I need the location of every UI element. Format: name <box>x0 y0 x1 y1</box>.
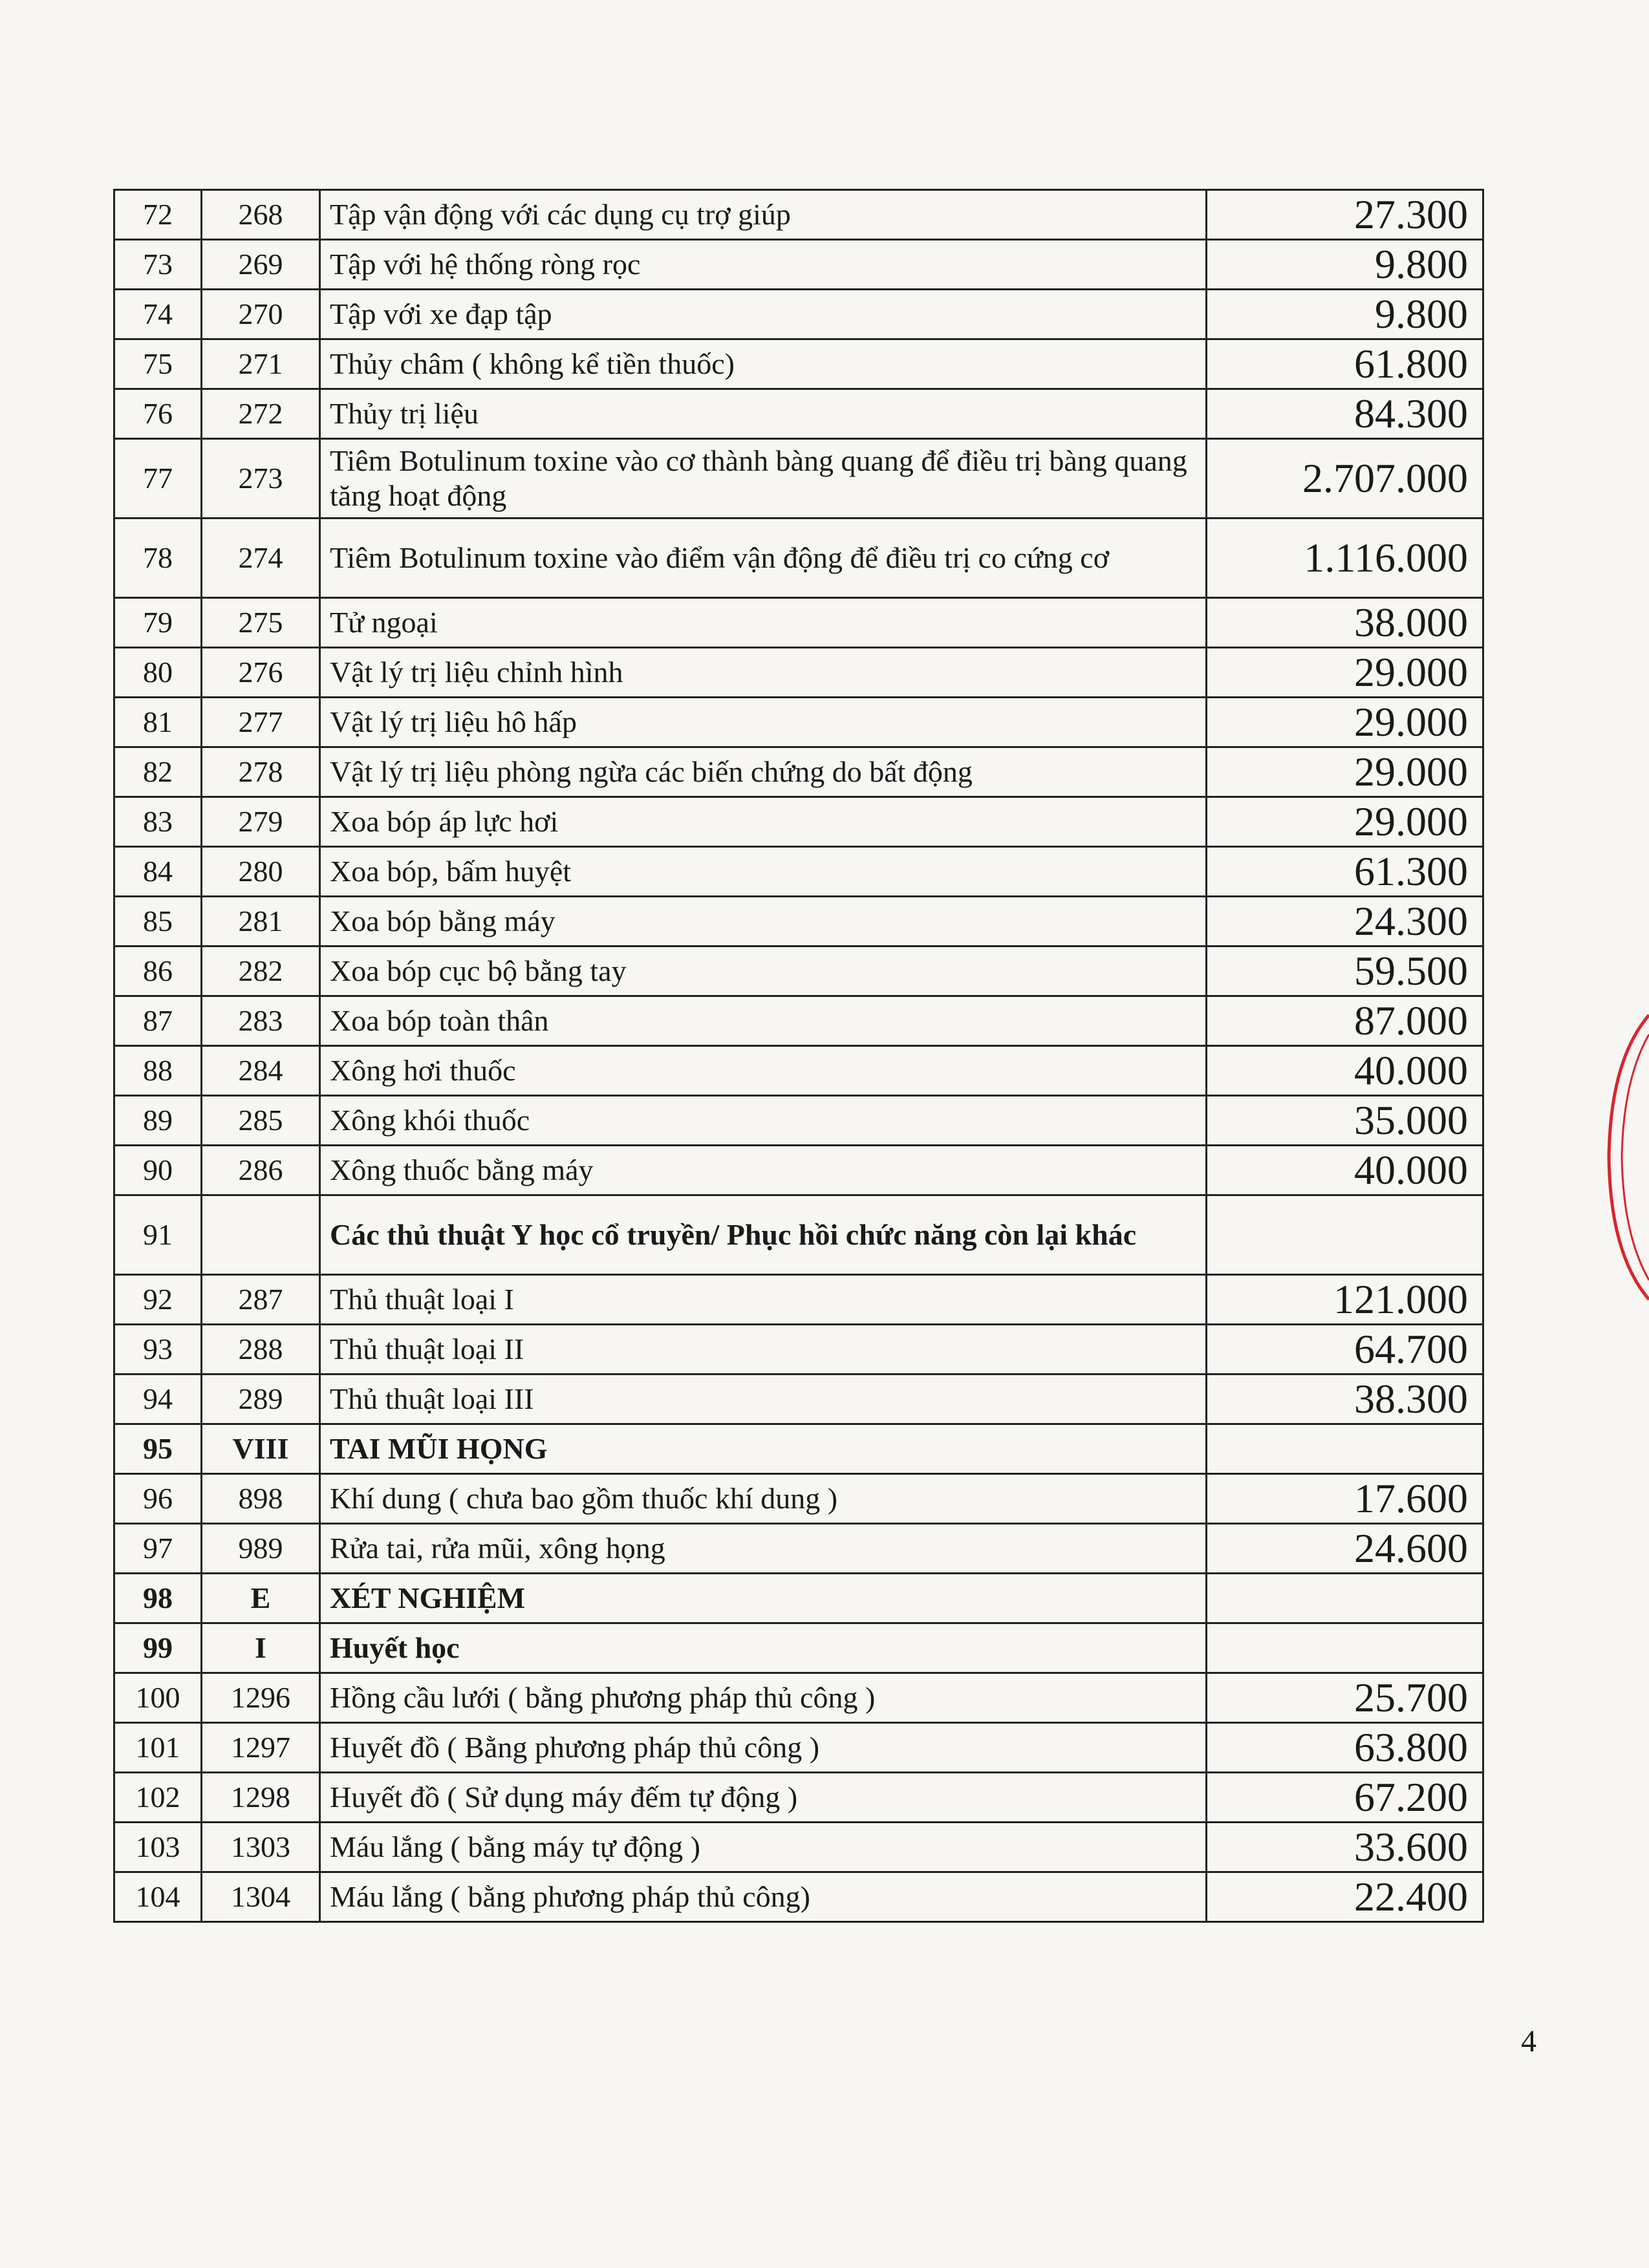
table-row <box>114 190 1483 240</box>
row-number: 93 <box>114 1325 202 1375</box>
service-price: 29.000 <box>1207 747 1483 797</box>
service-code: 898 <box>202 1474 320 1524</box>
service-price: 64.700 <box>1207 1325 1483 1375</box>
table-row <box>114 519 1483 598</box>
service-code: 268 <box>202 190 320 240</box>
row-number: 91 <box>114 1195 202 1275</box>
table-row <box>114 947 1483 996</box>
table-row <box>114 598 1483 648</box>
service-price <box>1207 1623 1483 1673</box>
service-code: 1296 <box>202 1673 320 1723</box>
service-code: 275 <box>202 598 320 648</box>
row-number: 96 <box>114 1474 202 1524</box>
row-number: 99 <box>114 1623 202 1673</box>
table-row <box>114 1673 1483 1723</box>
table-row <box>114 339 1483 389</box>
service-price: 24.600 <box>1207 1524 1483 1574</box>
row-number: 92 <box>114 1275 202 1325</box>
row-number: 84 <box>114 847 202 897</box>
table-row <box>114 1823 1483 1872</box>
service-price: 33.600 <box>1207 1823 1483 1872</box>
row-number: 85 <box>114 897 202 947</box>
row-number: 90 <box>114 1146 202 1195</box>
table-row <box>114 1325 1483 1375</box>
row-number: 74 <box>114 290 202 339</box>
service-price: 9.800 <box>1207 290 1483 339</box>
service-code: 286 <box>202 1146 320 1195</box>
service-code: 277 <box>202 698 320 747</box>
service-name: Tiêm Botulinum toxine vào cơ thành bàng quang để điều trị bàng quang tăng hoạt động <box>320 439 1207 519</box>
table-row <box>114 996 1483 1046</box>
service-code: 1303 <box>202 1823 320 1872</box>
table-row <box>114 240 1483 290</box>
service-name: Huyết đồ ( Sử dụng máy đếm tự động ) <box>320 1773 1207 1823</box>
row-number: 98 <box>114 1574 202 1623</box>
row-number: 89 <box>114 1096 202 1146</box>
table-row <box>114 290 1483 339</box>
table-row <box>114 1773 1483 1823</box>
service-code: 288 <box>202 1325 320 1375</box>
table-row <box>114 1146 1483 1195</box>
service-name: Xoa bóp cục bộ bằng tay <box>320 947 1207 996</box>
row-number: 72 <box>114 190 202 240</box>
table-row <box>114 1872 1483 1922</box>
service-code: 1298 <box>202 1773 320 1823</box>
service-code: 272 <box>202 389 320 439</box>
row-number: 79 <box>114 598 202 648</box>
service-code: 289 <box>202 1375 320 1424</box>
service-price: 38.000 <box>1207 598 1483 648</box>
row-number: 104 <box>114 1872 202 1922</box>
service-price: 9.800 <box>1207 240 1483 290</box>
service-name: Máu lắng ( bằng phương pháp thủ công) <box>320 1872 1207 1922</box>
service-code: 276 <box>202 648 320 698</box>
service-price: 2.707.000 <box>1207 439 1483 519</box>
row-number: 101 <box>114 1723 202 1773</box>
service-price <box>1207 1195 1483 1275</box>
service-name: Thủy trị liệu <box>320 389 1207 439</box>
table-row <box>114 1375 1483 1424</box>
service-name: Rửa tai, rửa mũi, xông họng <box>320 1524 1207 1574</box>
service-price: 17.600 <box>1207 1474 1483 1524</box>
service-price: 22.400 <box>1207 1872 1483 1922</box>
row-number: 94 <box>114 1375 202 1424</box>
price-table-body <box>114 190 1483 1922</box>
service-price: 38.300 <box>1207 1375 1483 1424</box>
row-number: 73 <box>114 240 202 290</box>
service-price: 29.000 <box>1207 648 1483 698</box>
table-row <box>114 1275 1483 1325</box>
service-name: Tử ngoại <box>320 598 1207 648</box>
service-code: 287 <box>202 1275 320 1325</box>
page-number: 4 <box>1521 2024 1536 2059</box>
service-name: Thủ thuật loại I <box>320 1275 1207 1325</box>
row-number: 87 <box>114 996 202 1046</box>
service-price: 61.300 <box>1207 847 1483 897</box>
service-price: 84.300 <box>1207 389 1483 439</box>
service-code: E <box>202 1574 320 1623</box>
service-price <box>1207 1424 1483 1474</box>
table-row <box>114 1574 1483 1623</box>
service-code: 989 <box>202 1524 320 1574</box>
service-price: 29.000 <box>1207 698 1483 747</box>
table-row <box>114 847 1483 897</box>
service-name: Xoa bóp, bấm huyệt <box>320 847 1207 897</box>
row-number: 76 <box>114 389 202 439</box>
table-row <box>114 1195 1483 1275</box>
service-name: Xông hơi thuốc <box>320 1046 1207 1096</box>
service-price: 29.000 <box>1207 797 1483 847</box>
price-table <box>113 189 1484 1923</box>
row-number: 95 <box>114 1424 202 1474</box>
table-row <box>114 1524 1483 1574</box>
row-number: 100 <box>114 1673 202 1723</box>
service-code: 279 <box>202 797 320 847</box>
service-name: Tiêm Botulinum toxine vào điểm vận động để điều trị co cứng cơ <box>320 519 1207 598</box>
row-number: 81 <box>114 698 202 747</box>
table-row <box>114 1424 1483 1474</box>
service-name: Các thủ thuật Y học cổ truyền/ Phục hồi chức năng còn lại khác <box>320 1195 1207 1275</box>
service-code: 284 <box>202 1046 320 1096</box>
service-price: 35.000 <box>1207 1096 1483 1146</box>
service-name: Thủ thuật loại III <box>320 1375 1207 1424</box>
service-code: I <box>202 1623 320 1673</box>
service-code: 280 <box>202 847 320 897</box>
service-price <box>1207 1574 1483 1623</box>
service-code: 273 <box>202 439 320 519</box>
table-row <box>114 747 1483 797</box>
red-stamp-fragment <box>1604 1009 1649 1306</box>
row-number: 77 <box>114 439 202 519</box>
table-row <box>114 1096 1483 1146</box>
row-number: 88 <box>114 1046 202 1096</box>
service-code: VIII <box>202 1424 320 1474</box>
service-price: 1.116.000 <box>1207 519 1483 598</box>
service-price: 25.700 <box>1207 1673 1483 1723</box>
table-row <box>114 1474 1483 1524</box>
service-price: 59.500 <box>1207 947 1483 996</box>
service-name: Xoa bóp áp lực hơi <box>320 797 1207 847</box>
service-code: 282 <box>202 947 320 996</box>
table-row <box>114 1723 1483 1773</box>
service-name: Thủy châm ( không kể tiền thuốc) <box>320 339 1207 389</box>
row-number: 82 <box>114 747 202 797</box>
service-name: Vật lý trị liệu phòng ngừa các biến chứng do bất động <box>320 747 1207 797</box>
table-row <box>114 797 1483 847</box>
service-name: Khí dung ( chưa bao gồm thuốc khí dung ) <box>320 1474 1207 1524</box>
table-row <box>114 648 1483 698</box>
row-number: 80 <box>114 648 202 698</box>
service-code: 278 <box>202 747 320 797</box>
table-row <box>114 897 1483 947</box>
service-code <box>202 1195 320 1275</box>
service-name: Máu lắng ( bằng máy tự động ) <box>320 1823 1207 1872</box>
service-price: 24.300 <box>1207 897 1483 947</box>
service-name: Vật lý trị liệu hô hấp <box>320 698 1207 747</box>
service-price: 121.000 <box>1207 1275 1483 1325</box>
table-row <box>114 1623 1483 1673</box>
service-name: Huyết học <box>320 1623 1207 1673</box>
service-name: TAI MŨI HỌNG <box>320 1424 1207 1474</box>
service-price: 87.000 <box>1207 996 1483 1046</box>
service-price: 40.000 <box>1207 1146 1483 1195</box>
service-name: Tập với xe đạp tập <box>320 290 1207 339</box>
service-code: 269 <box>202 240 320 290</box>
row-number: 78 <box>114 519 202 598</box>
service-code: 283 <box>202 996 320 1046</box>
service-price: 67.200 <box>1207 1773 1483 1823</box>
service-code: 270 <box>202 290 320 339</box>
service-name: Xông thuốc bằng máy <box>320 1146 1207 1195</box>
service-code: 274 <box>202 519 320 598</box>
row-number: 103 <box>114 1823 202 1872</box>
table-row <box>114 389 1483 439</box>
service-price: 27.300 <box>1207 190 1483 240</box>
row-number: 102 <box>114 1773 202 1823</box>
table-row <box>114 439 1483 519</box>
service-name: Thủ thuật loại II <box>320 1325 1207 1375</box>
service-name: Tập với hệ thống ròng rọc <box>320 240 1207 290</box>
service-name: Xoa bóp bằng máy <box>320 897 1207 947</box>
service-code: 271 <box>202 339 320 389</box>
service-name: Vật lý trị liệu chỉnh hình <box>320 648 1207 698</box>
table-row <box>114 1046 1483 1096</box>
service-price: 40.000 <box>1207 1046 1483 1096</box>
service-name: Xông khói thuốc <box>320 1096 1207 1146</box>
service-price: 61.800 <box>1207 339 1483 389</box>
service-name: Huyết đồ ( Bằng phương pháp thủ công ) <box>320 1723 1207 1773</box>
service-price: 63.800 <box>1207 1723 1483 1773</box>
service-code: 281 <box>202 897 320 947</box>
row-number: 83 <box>114 797 202 847</box>
row-number: 97 <box>114 1524 202 1574</box>
service-code: 1297 <box>202 1723 320 1773</box>
service-name: Tập vận động với các dụng cụ trợ giúp <box>320 190 1207 240</box>
row-number: 75 <box>114 339 202 389</box>
service-code: 1304 <box>202 1872 320 1922</box>
service-name: Hồng cầu lưới ( bằng phương pháp thủ công ) <box>320 1673 1207 1723</box>
service-code: 285 <box>202 1096 320 1146</box>
row-number: 86 <box>114 947 202 996</box>
service-name: Xoa bóp toàn thân <box>320 996 1207 1046</box>
service-name: XÉT NGHIỆM <box>320 1574 1207 1623</box>
table-row <box>114 698 1483 747</box>
